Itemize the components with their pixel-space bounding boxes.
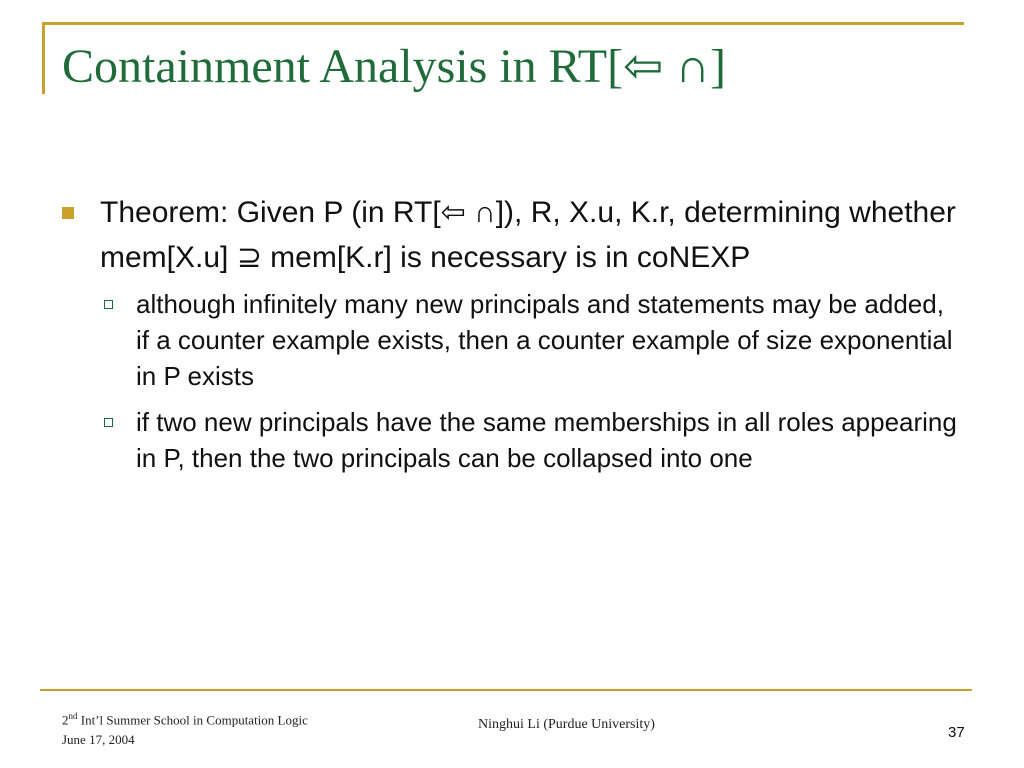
page-number: 37: [948, 724, 965, 741]
footer-divider: [40, 689, 972, 691]
bullet-theorem-text: Theorem: Given P (in RT[⇦ ∩]), R, X.u, K.r, determining whether mem[X.u] ⊇ mem[K.r] is necessary is in coNEXP: [100, 196, 956, 274]
subbullet-counter-example: [136, 286, 962, 394]
hollow-square-bullet-icon: [104, 300, 113, 309]
footer-event: [62, 706, 308, 750]
footer-author: Ninghui Li (Purdue University): [478, 717, 655, 732]
slide-title: Containment Analysis in RT[⇦ ∩]: [62, 40, 726, 93]
footer-date: June 17, 2004: [62, 732, 135, 748]
title-frame-vertical-line: [42, 22, 45, 94]
footer-event-ordinal: 2: [62, 712, 69, 728]
slide-content: [62, 190, 962, 476]
hollow-square-bullet-icon: [104, 418, 113, 427]
subbullet-collapse-principals-text: if two new principals have the same memberships in all roles appearing in P, then the two principals can be collapsed into one: [136, 407, 957, 473]
footer-event-title: Int’l Summer School in Computation Logic: [77, 712, 308, 728]
bullet-theorem: [62, 190, 962, 280]
subbullet-counter-example-text: although infinitely many new principals and statements may be added, if a counter example exists, then a counter example of size exponential in P exists: [136, 289, 953, 391]
title-frame-horizontal-line: [42, 22, 964, 25]
subbullet-collapse-principals: [136, 404, 962, 476]
square-bullet-icon: [62, 207, 74, 219]
footer-event-ordinal-suffix: nd: [68, 711, 78, 721]
footer-event-name: [62, 706, 308, 730]
